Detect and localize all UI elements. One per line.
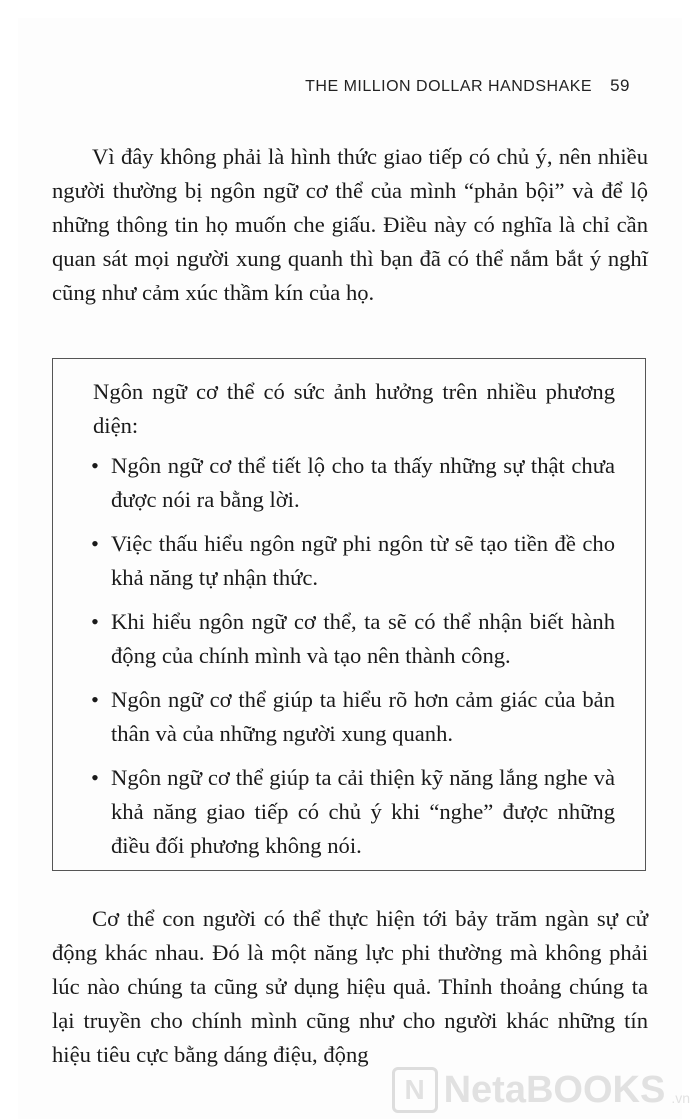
brand-mark-icon: N (392, 1067, 438, 1113)
callout-lead: Ngôn ngữ cơ thể có sức ảnh hưởng trên nhiều phương diện: (93, 379, 615, 438)
body-paragraph-2 (52, 902, 648, 1072)
paragraph-text: Cơ thể con người có thể thực hiện tới bảy trăm ngàn sự cử động khác nhau. Đó là một năng lực phi thường mà không phải lúc nào chúng ta cũng sử dụng hiệu quả. Thỉnh thoảng chúng ta lại truyền cho chính mình cũng như cho người khác những tín hiệu tiêu cực bằng dáng điệu, động (52, 906, 648, 1067)
bullet-icon: • (91, 453, 99, 478)
list-item: • Ngôn ngữ cơ thể giúp ta hiểu rõ hơn cảm giác của bản thân và của những người xung quanh. (91, 683, 615, 751)
list-item: • Khi hiểu ngôn ngữ cơ thể, ta sẽ có thể nhận biết hành động của chính mình và tạo nên thành công. (91, 605, 615, 673)
watermark-suffix: .vn (671, 1090, 690, 1106)
bullet-icon: • (91, 765, 99, 790)
list-item: • Ngôn ngữ cơ thể giúp ta cải thiện kỹ năng lắng nghe và khả năng giao tiếp có chủ ý khi “nghe” được những điều đối phương không nói. (91, 761, 615, 863)
list-item: • Việc thấu hiểu ngôn ngữ phi ngôn từ sẽ tạo tiền đề cho khả năng tự nhận thức. (91, 527, 615, 595)
bullet-icon: • (91, 609, 99, 634)
list-item: • Ngôn ngữ cơ thể tiết lộ cho ta thấy những sự thật chưa được nói ra bằng lời. (91, 449, 615, 517)
watermark-logo (392, 1067, 690, 1113)
callout-list (91, 449, 615, 873)
body-paragraph-1 (52, 140, 648, 310)
bullet-icon: • (91, 687, 99, 712)
book-title: THE MILLION DOLLAR HANDSHAKE (305, 78, 593, 95)
page-number: 59 (610, 76, 630, 95)
paragraph-text: Vì đây không phải là hình thức giao tiếp có chủ ý, nên nhiều người thường bị ngôn ngữ cơ thể của mình “phản bội” và để lộ những thông tin họ muốn che giấu. Điều này có nghĩa là chỉ cần quan sát mọi người xung quanh thì bạn đã có thể nắm bắt ý nghĩ cũng như cảm xúc thầm kín của họ. (52, 144, 648, 305)
watermark-brand: NetaBOOKS (443, 1068, 666, 1111)
bullet-icon: • (91, 531, 99, 556)
callout-box (52, 358, 646, 871)
running-header (305, 76, 630, 96)
